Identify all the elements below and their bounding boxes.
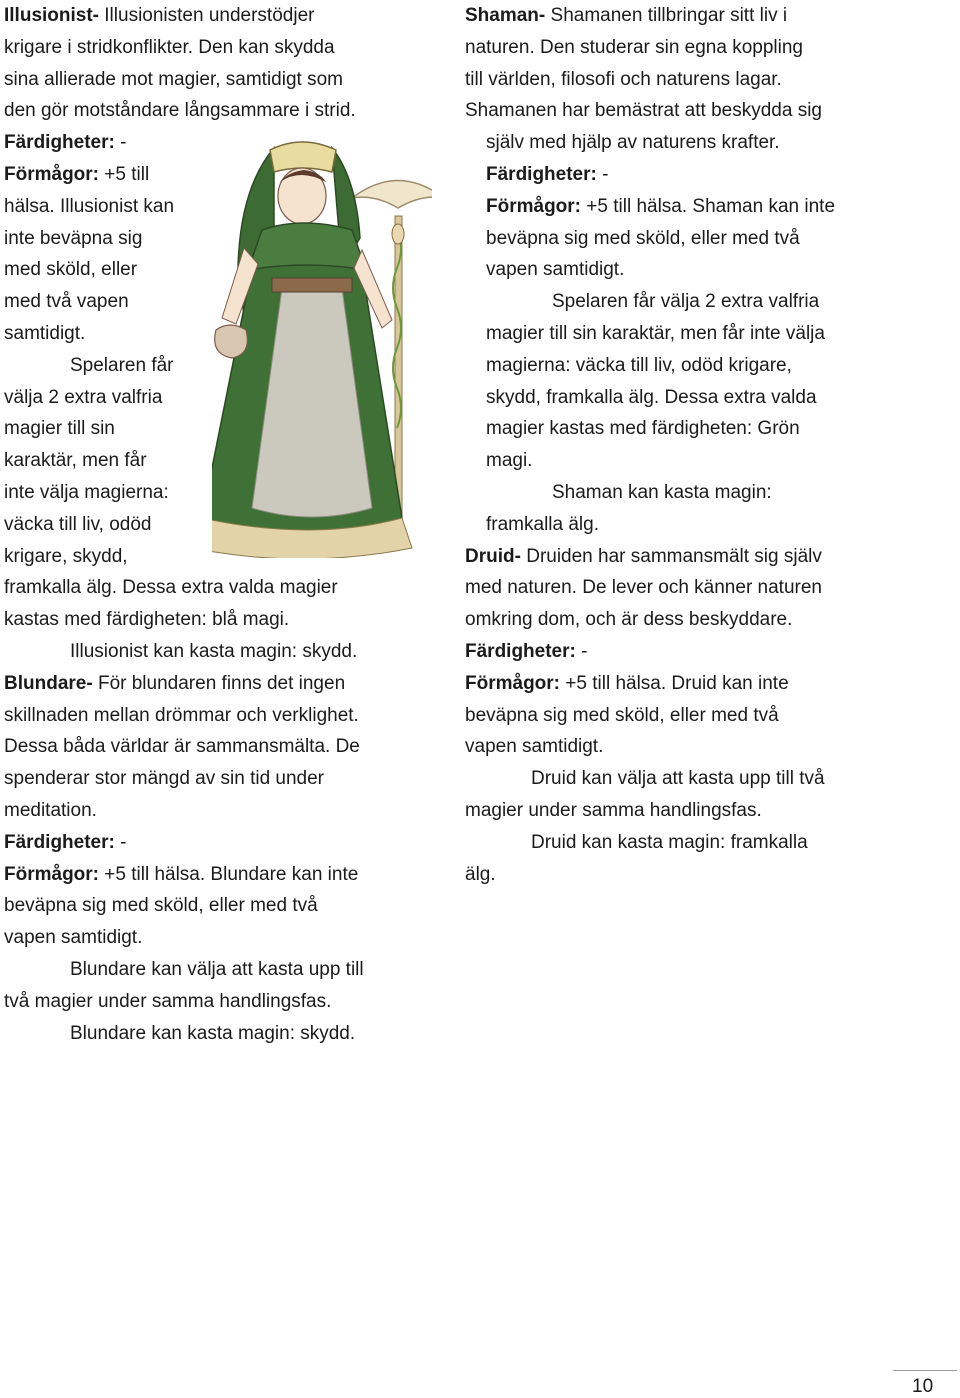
- page-number: 10: [912, 1376, 934, 1397]
- blundare-abilities: Förmågor: +5 till hälsa. Blundare kan inte: [4, 863, 359, 885]
- right-column: [465, 0, 935, 890]
- blundare-text-line: vapen samtidigt.: [4, 927, 143, 949]
- illusionist-text-line: hälsa. Illusionist kan: [4, 195, 175, 217]
- shaman-cast: framkalla älg.: [486, 513, 599, 535]
- illusionist-spell-text: magier till sin: [4, 418, 115, 440]
- shaman-intro-line: Shaman- Shamanen tillbringar sitt liv i: [465, 5, 788, 26]
- illusionist-spell-text: framkalla älg. Dessa extra valda magier: [4, 577, 338, 599]
- shaman-spell-text: magier kastas med färdigheten: Grön: [486, 418, 800, 440]
- druid-abilities: Förmågor: +5 till hälsa. Druid kan inte: [465, 672, 789, 694]
- shaman-text-line: vapen samtidigt.: [486, 259, 625, 281]
- page-number-rule: [893, 1370, 957, 1371]
- shaman-illustration: [212, 138, 432, 558]
- blundare-skills: Färdigheter: -: [4, 831, 127, 853]
- shaman-abilities: Förmågor: +5 till hälsa. Shaman kan inte: [486, 195, 836, 217]
- illusionist-spell-text: kastas med färdigheten: blå magi.: [4, 609, 290, 631]
- illusionist-spell-text: krigare, skydd,: [4, 545, 128, 567]
- blundare-intro-line: Blundare- För blundaren finns det ingen: [4, 672, 346, 694]
- shaman-spell-text: skydd, framkalla älg. Dessa extra valda: [486, 386, 817, 408]
- druid-cast: älg.: [465, 863, 496, 885]
- shaman-text-line: Shamanen har bemästrat att beskydda sig: [465, 100, 822, 122]
- illusionist-spell-text: välja 2 extra valfria: [4, 386, 163, 408]
- illusionist-text-line: inte beväpna sig: [4, 227, 143, 249]
- illusionist-intro-line: Illusionist- Illusionisten understödjer: [4, 5, 315, 26]
- druid-text-line: omkring dom, och är dess beskyddare.: [465, 609, 793, 631]
- druid-cast: Druid kan kasta magin: framkalla: [531, 831, 808, 853]
- illusionist-text-line: med två vapen: [4, 291, 129, 313]
- druid-text-line: Druid kan välja att kasta upp till två: [531, 768, 825, 790]
- shaman-text-line: beväpna sig med sköld, eller med två: [486, 227, 800, 249]
- druid-text-line: med naturen. De lever och känner naturen: [465, 577, 822, 599]
- illusionist-text-line: den gör motståndare långsammare i strid.: [4, 100, 356, 122]
- shaman-spell-text: magi.: [486, 450, 533, 472]
- blundare-text-line: Dessa båda världar är sammansmälta. De: [4, 736, 360, 758]
- illusionist-cast: Illusionist kan kasta magin: skydd.: [70, 640, 358, 662]
- druid-heading: Druid-: [465, 545, 521, 567]
- illusionist-heading: Illusionist-: [4, 5, 99, 26]
- shaman-heading: Shaman-: [465, 5, 546, 26]
- shaman-spell-text: magierna: väcka till liv, odöd krigare,: [486, 354, 792, 376]
- shaman-text-line: själv med hjälp av naturens krafter.: [486, 132, 780, 154]
- shaman-cast: Shaman kan kasta magin:: [552, 481, 772, 503]
- shaman-spell-text: magier till sin karaktär, men får inte välja: [486, 322, 825, 344]
- blundare-text-line: två magier under samma handlingsfas.: [4, 990, 332, 1012]
- blundare-text-line: skillnaden mellan drömmar och verklighet.: [4, 704, 359, 726]
- illusionist-abilities: Förmågor: +5 till: [4, 163, 150, 185]
- shaman-text-line: till världen, filosofi och naturens lagar.: [465, 68, 782, 90]
- druid-text-line: vapen samtidigt.: [465, 736, 604, 758]
- druid-intro-line: Druid- Druiden har sammansmält sig själv: [465, 545, 822, 567]
- blundare-text-line: meditation.: [4, 799, 97, 821]
- shaman-spell-text: Spelaren får välja 2 extra valfria: [552, 291, 820, 313]
- illusionist-spell-text: väcka till liv, odöd: [4, 513, 152, 535]
- blundare-cast: Blundare kan kasta magin: skydd.: [70, 1022, 356, 1044]
- shaman-text-line: naturen. Den studerar sin egna koppling: [465, 36, 804, 58]
- druid-skills: Färdigheter: -: [465, 640, 588, 662]
- illusionist-text-line: med sköld, eller: [4, 259, 138, 281]
- illusionist-skills: Färdigheter: -: [4, 132, 127, 154]
- blundare-text-line: spenderar stor mängd av sin tid under: [4, 768, 325, 790]
- blundare-text-line: beväpna sig med sköld, eller med två: [4, 895, 318, 917]
- illusionist-text-line: krigare i stridkonflikter. Den kan skydda: [4, 36, 335, 58]
- blundare-text-line: Blundare kan välja att kasta upp till: [70, 958, 364, 980]
- illusionist-text-line: sina allierade mot magier, samtidigt som: [4, 68, 343, 90]
- illusionist-spell-text: karaktär, men får: [4, 450, 147, 472]
- blundare-heading: Blundare-: [4, 672, 93, 694]
- illusionist-spell-text: Spelaren får: [70, 354, 174, 376]
- illusionist-text-line: samtidigt.: [4, 322, 86, 344]
- druid-text-line: magier under samma handlingsfas.: [465, 799, 762, 821]
- illusionist-spell-text: inte välja magierna:: [4, 481, 169, 503]
- shaman-skills: Färdigheter: -: [486, 163, 609, 185]
- druid-text-line: beväpna sig med sköld, eller med två: [465, 704, 779, 726]
